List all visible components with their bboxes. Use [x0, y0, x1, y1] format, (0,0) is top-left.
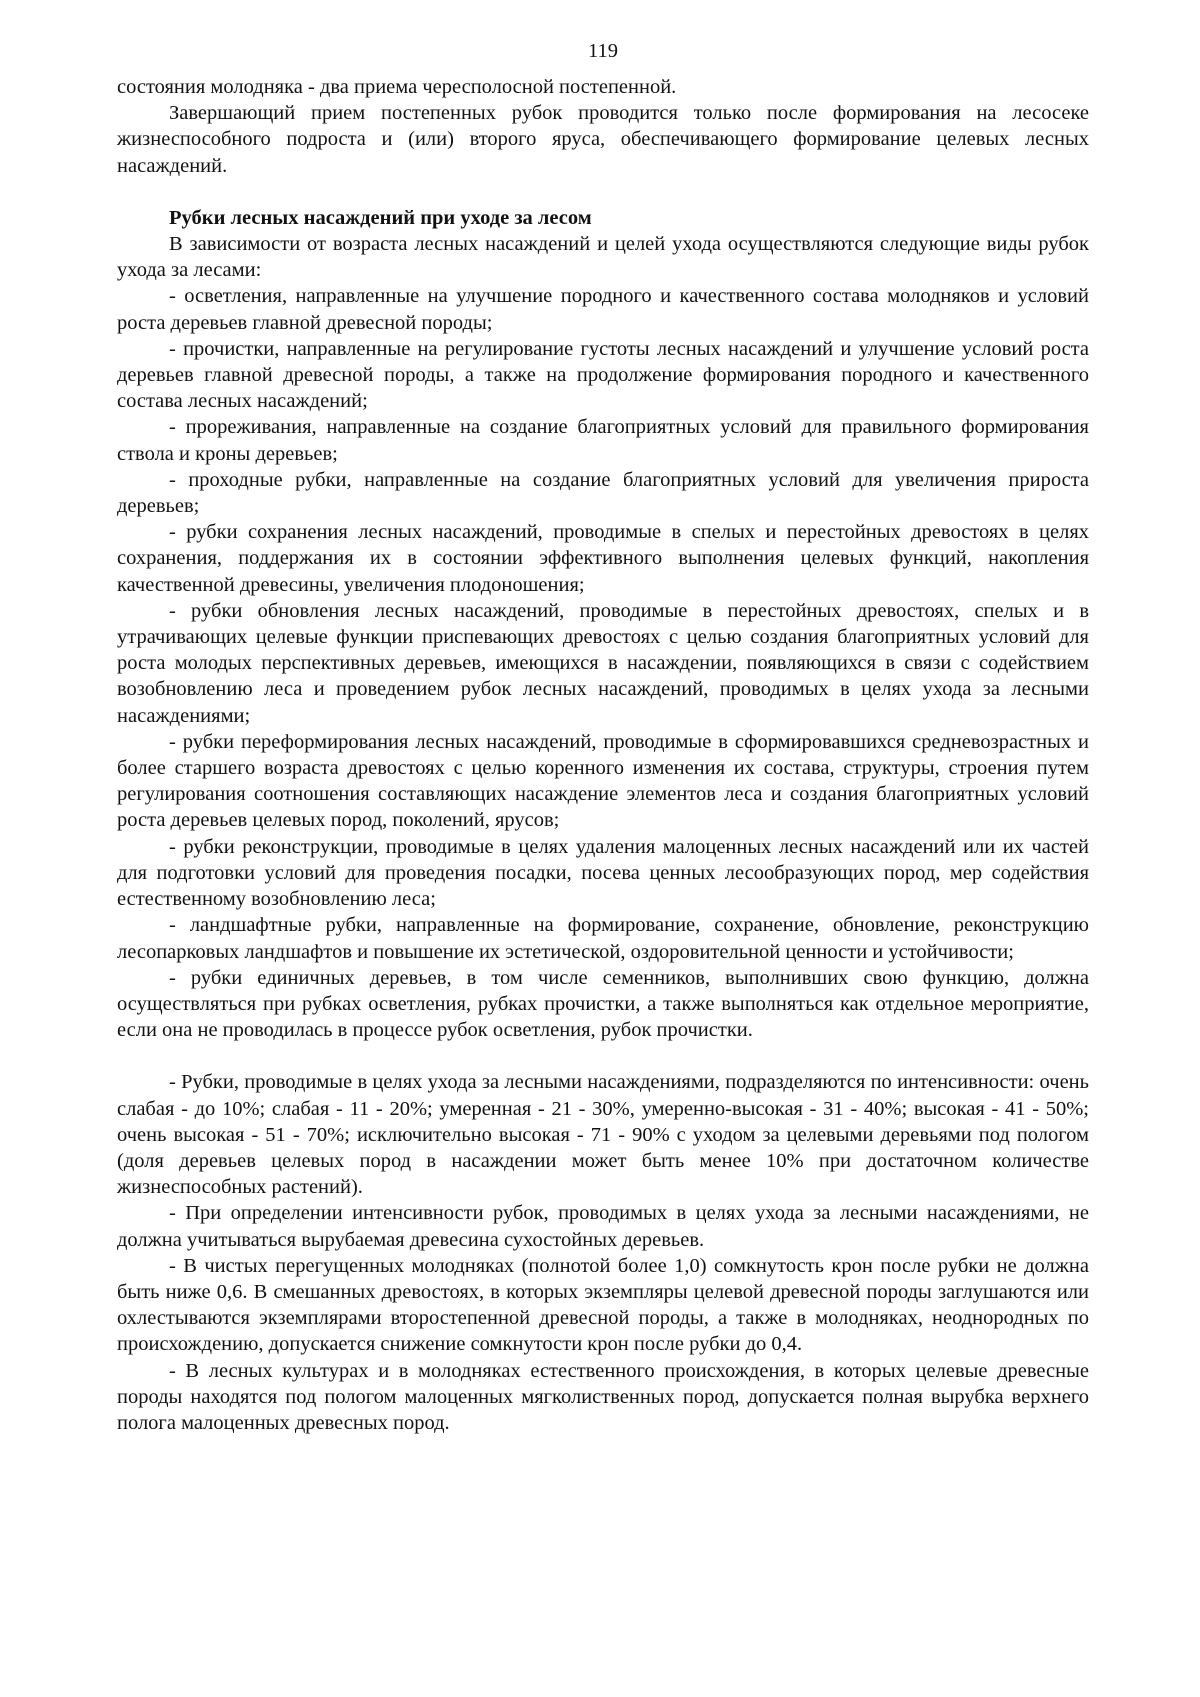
list-item: - осветления, направленные на улучшение породного и качественного состава молодняков и условий роста деревьев главной древесной породы; — [117, 285, 1089, 334]
page-number: 119 — [588, 40, 618, 62]
list-item: - прочистки, направленные на регулирование густоты лесных насаждений и улучшение условий роста деревьев главной древесной породы, а также на продолжение формирования породного и качественного состава лесных насаждений; — [117, 337, 1089, 413]
list-item: - прореживания, направленные на создание благоприятных условий для правильного формирования ствола и кроны деревьев; — [117, 416, 1089, 465]
list-item: - рубки реконструкции, проводимые в целях удаления малоценных лесных насаждений или их частей для подготовки условий для проведения посадки, посева ценных лесообразующих пород, мер содействия естественному возобновлению леса; — [117, 835, 1089, 911]
list-item: - ландшафтные рубки, направленные на формирование, сохранение, обновление, реконструкцию лесопарковых ландшафтов и повышение их эстетической, оздоровительной ценности и устойчивости; — [117, 914, 1089, 963]
rule-paragraph: - При определении интенсивности рубок, проводимых в целях ухода за лесными насаждениями, не должна учитываться вырубаемая древесина сухостойных деревьев. — [117, 1202, 1089, 1251]
section-intro: В зависимости от возраста лесных насаждений и целей ухода осуществляются следующие виды рубок ухода за лесами: — [117, 233, 1089, 282]
list-item: - рубки сохранения лесных насаждений, проводимые в спелых и перестойных древостоях в целях сохранения, поддержания их в состоянии эффективного выполнения целевых функций, накопления качественной древесины, увеличения плодоношения; — [117, 521, 1089, 596]
rule-paragraph: - Рубки, проводимые в целях ухода за лесными насаждениями, подразделяются по интенсивности: очень слабая - до 10%; слабая - 11 - 20%; умеренная - 21 - 30%, умеренно-высокая - 31 - 40%; высокая - 41 - 50%; очень высокая - 51 - 70%; исключительно высокая - 71 - 90% с уходом за целевыми деревьями под пологом (доля деревьев целевых пород в насаждении может быть менее 10% при достаточном количестве жизнеспособных растений). — [117, 1071, 1089, 1199]
paragraph-final-stage: Завершающий прием постепенных рубок проводится только после формирования на лесосеке жизнеспособного подроста и (или) второго яруса, обеспечивающего формирование целевых лесных насаждений. — [117, 102, 1089, 177]
list-item: - рубки обновления лесных насаждений, проводимые в перестойных древостоях, спелых и в утрачивающих целевые функции приспевающих древостоях с целью создания благоприятных условий для роста молодых перспективных деревьев, имеющихся в насаждении, появляющихся в связи с содействием возобновлению леса и проведением рубок лесных насаждений, проводимых в целях ухода за лесными насаждениями; — [117, 599, 1089, 727]
list-item: - рубки единичных деревьев, в том числе семенников, выполнивших свою функцию, должна осуществляться при рубках осветления, рубках прочистки, а также выполняться как отдельное мероприятие, если она не проводилась в процессе рубок осветления, рубок прочистки. — [117, 966, 1089, 1042]
paragraph-continuation: состояния молодняка - два приема чересполосной постепенной. — [117, 76, 677, 98]
section-heading: Рубки лесных насаждений при уходе за лесом — [169, 206, 592, 229]
rule-paragraph: - В лесных культурах и в молодняках естественного происхождения, в которых целевые древесные породы находятся под пологом малоценных мягколиственных пород, допускается полная вырубка верхнего полога малоценных древесных пород. — [117, 1359, 1089, 1434]
rule-paragraph: - В чистых перегущенных молодняках (полнотой более 1,0) сомкнутость крон после рубки не должна быть ниже 0,6. В смешанных древостоях, в которых экземпляры целевой древесной породы заглушаются или охлестываются экземплярами второстепенной древесной породы, а также в молодняках, неоднородных по происхождению, допускается снижение сомкнутости крон после рубки до 0,4. — [117, 1254, 1089, 1356]
list-item: - проходные рубки, направленные на создание благоприятных условий для увеличения прироста деревьев; — [117, 468, 1089, 518]
document-page — [117, 38, 1089, 1436]
list-item: - рубки переформирования лесных насаждений, проводимые в сформировавшихся средневозрастных и более старшего возраста древостоях с целью коренного изменения их состава, структуры, строения путем регулирования соотношения составляющих насаждение элементов леса и создания благоприятных условий роста деревьев целевых пород, поколений, ярусов; — [117, 730, 1089, 832]
